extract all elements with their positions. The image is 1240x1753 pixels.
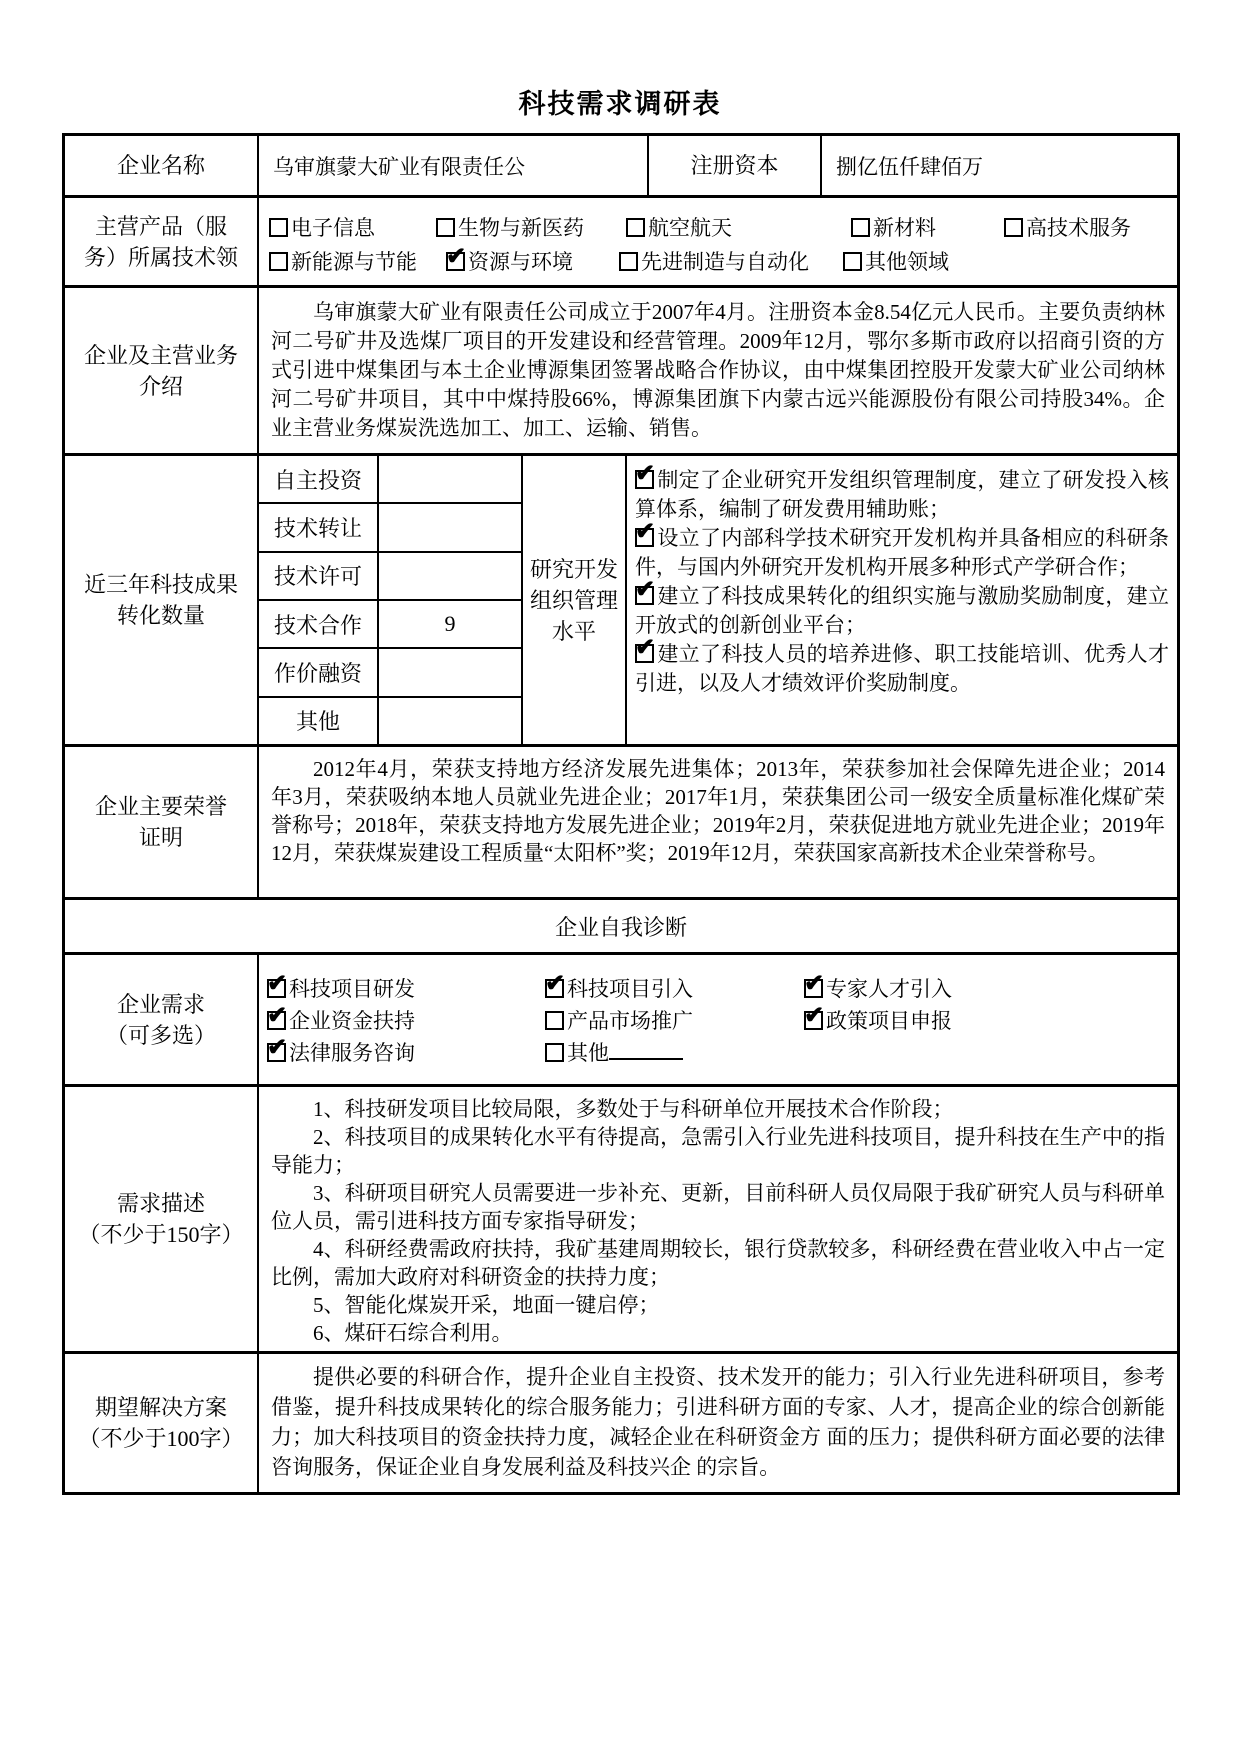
page-title: 科技需求调研表 <box>518 89 722 119</box>
checkbox-resources-environment[interactable]: ✔ 资源与环境 <box>446 246 573 276</box>
checkbox-icon <box>635 470 654 489</box>
business-intro-text: 乌审旗蒙大矿业有限责任公司成立于2007年4月。注册资本金8.54亿元人民币。主要负责纳林河二号矿井及选煤厂项目的开发建设和经营管理。2009年12月，鄂尔多斯市政府以招商引资的方式引进中煤集团与本土企业博源集团签署战略合作协议，由中煤集团控股开发蒙大矿业公司纳林河二号矿井项目，其中中煤持股66%，博源集团旗下内蒙古远兴能源股份有限公司持股34%。企业主营业务煤炭洗选加工、加工、运输、销售。 <box>257 288 1177 453</box>
achievements-label: 近三年科技成果 转化数量 <box>83 572 238 628</box>
company-name-value: 乌审旗蒙大矿业有限责任公 <box>257 136 647 195</box>
checkbox-icon <box>635 528 654 547</box>
honors-label: 企业主要荣誉 证明 <box>94 794 227 850</box>
demand-description-label: 需求描述 （不少于150字） <box>78 1191 244 1247</box>
demand-item: 4、科研经费需政府扶持，我矿基建周期较长，银行贷款较多，科研经费在营业收入中占一定比例，需加大政府对科研资金的扶持力度； <box>271 1237 1165 1289</box>
checkbox-new-materials[interactable]: 新材料 <box>851 212 936 242</box>
checkbox-icon <box>269 218 288 237</box>
checkbox-icon <box>267 1043 286 1062</box>
checkbox-icon <box>267 979 286 998</box>
needs-label: 企业需求 （可多选） <box>105 991 216 1048</box>
row-business-intro <box>65 285 1177 453</box>
checkbox-aerospace[interactable]: 航空航天 <box>626 212 732 242</box>
tech-field-options <box>257 198 1177 285</box>
achievement-type-label: 技术合作 <box>273 612 362 638</box>
checkbox-electronic-info[interactable]: 电子信息 <box>269 212 375 242</box>
table-row <box>259 551 521 599</box>
checkbox-icon <box>635 586 654 605</box>
demand-item: 1、科技研发项目比较局限，多数处于与科研单位开展技术合作阶段； <box>313 1097 954 1121</box>
demand-item: 6、煤矸石综合利用。 <box>313 1321 513 1345</box>
checkbox-expert-talent-import[interactable]: ✔ 专家人才引入 <box>804 973 952 1003</box>
table-row <box>259 647 521 695</box>
achievement-value-cell[interactable] <box>377 649 521 695</box>
row-achievements <box>65 453 1177 744</box>
achievement-value-cell[interactable] <box>377 504 521 550</box>
company-name-label: 企业名称 <box>116 153 205 178</box>
blank-line[interactable] <box>609 1044 683 1060</box>
demand-item: 3、科研项目研究人员需要进一步补充、更新，目前科研人员仅局限于我矿研究人员与科研单位人员，需引进科技方面专家指导研发； <box>271 1181 1165 1233</box>
checkbox-icon <box>804 979 823 998</box>
checkbox-other-field[interactable]: 其他领域 <box>843 246 949 276</box>
tech-field-label: 主营产品（服 务）所属技术领 <box>83 213 238 270</box>
checkbox-icon <box>269 252 288 271</box>
achievement-type-label: 技术许可 <box>273 564 362 590</box>
checkbox-legal-service[interactable]: ✔法律服务咨询 <box>267 1037 415 1067</box>
achievement-value-cell[interactable] <box>377 456 521 502</box>
table-row <box>259 696 521 744</box>
achievement-type-label: 其他 <box>295 709 340 735</box>
row-honors <box>65 744 1177 897</box>
rd-check-item[interactable]: ✔制定了企业研究开发组织管理制度，建立了研发投入核算体系，编制了研发费用辅助账； <box>635 466 1169 524</box>
table-row <box>259 456 521 502</box>
checkbox-new-energy[interactable]: 新能源与节能 <box>269 246 417 276</box>
expected-solution-label: 期望解决方案 （不少于100字） <box>78 1395 244 1451</box>
table-row <box>259 599 521 647</box>
row-expected-solution <box>65 1351 1177 1492</box>
achievement-type-label: 作价融资 <box>273 660 362 686</box>
checkbox-other-need[interactable]: 其他 <box>545 1037 683 1067</box>
checkbox-icon <box>267 1011 286 1030</box>
registered-capital-label: 注册资本 <box>647 136 820 195</box>
checkbox-bio-medicine[interactable]: 生物与新医药 <box>436 212 584 242</box>
row-company <box>65 136 1177 195</box>
registered-capital-value: 捌亿伍仟肆佰万 <box>820 136 1177 195</box>
achievement-type-label: 技术转让 <box>273 515 362 541</box>
rd-check-item[interactable]: ✔建立了科技人员的培养进修、职工技能培训、优秀人才引进，以及人才绩效评价奖励制度。 <box>635 640 1169 698</box>
demand-item: 2、科技项目的成果转化水平有待提高，急需引入行业先进科技项目，提升科技在生产中的指导能力； <box>271 1125 1165 1177</box>
checkbox-icon <box>635 644 654 663</box>
checkbox-funding-support[interactable]: ✔企业资金扶持 <box>267 1005 415 1035</box>
checkbox-icon <box>545 979 564 998</box>
rd-check-item[interactable]: ✔设立了内部科学技术研究开发机构并具备相应的科研条件，与国内外研究开发机构开展多种形式产学研合作； <box>635 524 1169 582</box>
checkbox-icon <box>619 252 638 271</box>
checkbox-hightech-service[interactable]: 高技术服务 <box>1004 212 1131 242</box>
checkbox-policy-project-application[interactable]: ✔ 政策项目申报 <box>804 1005 952 1035</box>
rd-management-checklist <box>625 456 1177 744</box>
row-needs <box>65 952 1177 1084</box>
checkbox-market-promotion[interactable]: 产品市场推广 <box>545 1005 693 1035</box>
checkbox-tech-project-import[interactable]: ✔ 科技项目引入 <box>545 973 693 1003</box>
checkbox-icon <box>436 218 455 237</box>
achievements-subtable <box>257 456 521 744</box>
checkbox-icon <box>843 252 862 271</box>
checkbox-icon <box>545 1043 564 1062</box>
rd-check-item[interactable]: ✔建立了科技成果转化的组织实施与激励奖励制度，建立开放式的创新创业平台； <box>635 582 1169 640</box>
achievement-value-cell[interactable] <box>377 553 521 599</box>
row-demand-description <box>65 1084 1177 1351</box>
checkbox-icon <box>446 252 465 271</box>
self-diagnosis-header: 企业自我诊断 <box>554 914 687 940</box>
achievement-value-cell[interactable] <box>377 698 521 744</box>
checkbox-icon <box>1004 218 1023 237</box>
demand-description-text <box>257 1087 1177 1351</box>
demand-item: 5、智能化煤炭开采，地面一键启停； <box>313 1293 660 1317</box>
needs-options <box>257 955 1177 1084</box>
checkbox-icon <box>626 218 645 237</box>
checkbox-advanced-manufacturing[interactable]: 先进制造与自动化 <box>619 246 809 276</box>
achievement-value-cell[interactable]: 9 <box>377 601 521 647</box>
rd-management-label: 研究开发 组织管理 水平 <box>521 456 625 744</box>
checkbox-icon <box>804 1011 823 1030</box>
expected-solution-text: 提供必要的科研合作，提升企业自主投资、技术发开的能力；引入行业先进科研项目，参考借鉴，提升科技成果转化的综合服务能力；引进科研方面的专家、人才，提高企业的综合创新能力；加大科技项目的资金扶持力度，减轻企业在科研资金方 面的压力；提供科研方面必要的法律咨询服务，保证企业自身发展利益及科技兴企 的宗旨。 <box>257 1354 1177 1492</box>
table-row <box>259 502 521 550</box>
checkbox-icon <box>545 1011 564 1030</box>
checkbox-tech-project-rd[interactable]: ✔科技项目研发 <box>267 973 415 1003</box>
business-intro-label: 企业及主营业务 介绍 <box>83 342 238 399</box>
row-tech-field <box>65 195 1177 285</box>
honors-text: 2012年4月，荣获支持地方经济发展先进集体；2013年，荣获参加社会保障先进企业；2014 年3月，荣获吸纳本地人员就业先进企业；2017年1月，荣获集团公司一级安全质量标准化煤矿荣誉称号；2018年，荣获支持地方发展先进企业；2019年2月，荣获促进地方就业先进企业；2019年12月，荣获煤炭建设工程质量“太阳杯”奖；2019年12月，荣获国家高新技术企业荣誉称号。 <box>257 747 1177 897</box>
achievement-type-label: 自主投资 <box>273 467 362 493</box>
row-self-diagnosis <box>65 897 1177 952</box>
survey-table <box>62 133 1180 1495</box>
checkbox-icon <box>851 218 870 237</box>
